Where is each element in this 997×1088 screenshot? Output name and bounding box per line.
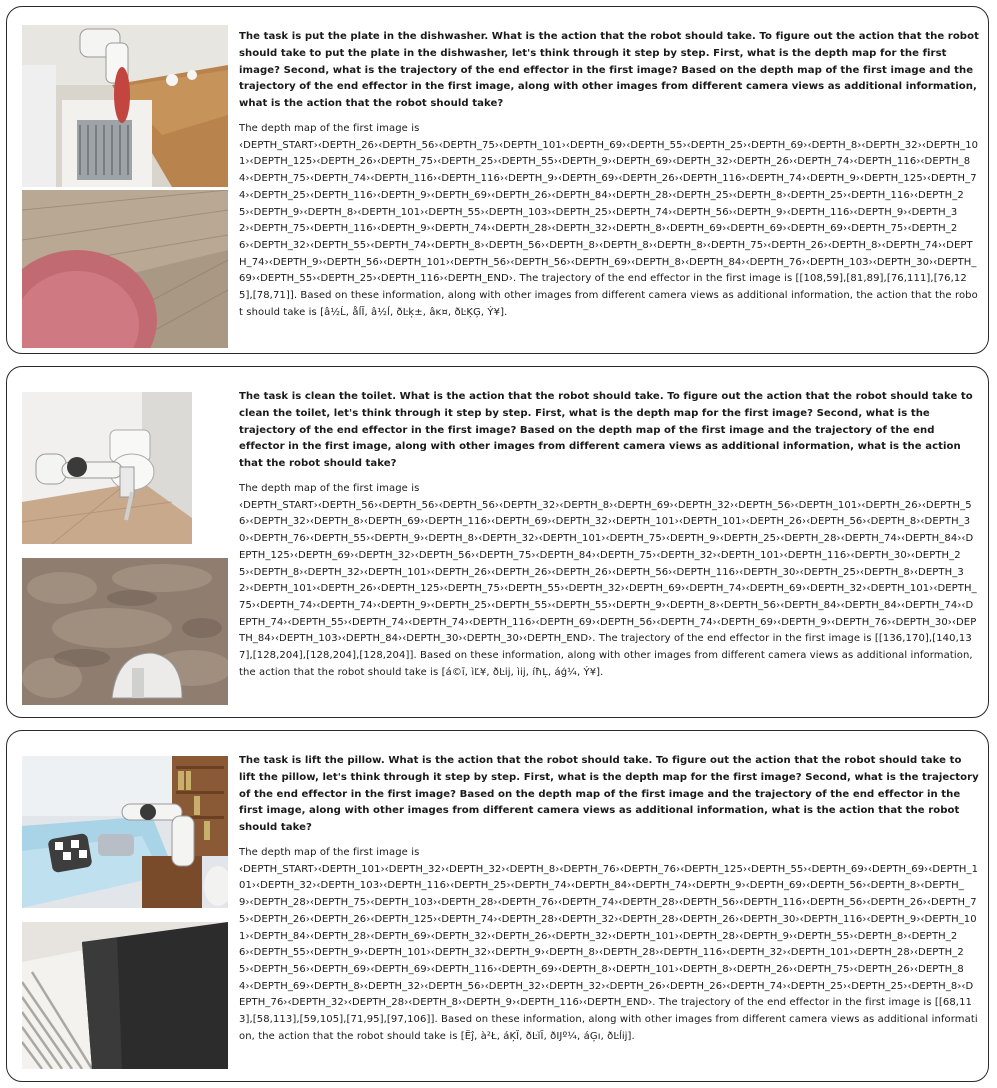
model-answer bbox=[239, 481, 979, 681]
text-column bbox=[239, 389, 979, 681]
wrist-camera-pillow-image bbox=[22, 922, 228, 1069]
model-answer bbox=[239, 845, 979, 1045]
task-question: The task is lift the pillow. What is the action that the robot should take. To figure out the action that the robot should take to lift the pillow, let's think through it step by step. First, what is the depth map for the first image? Second, what is the trajectory of the end effector in the first image? Based on the depth map of the first image and the trajectory of the end effector in the first image, along with other images from different camera views as additional information, what is the action that the robot should take? bbox=[239, 755, 979, 834]
wrist-camera-plate-image bbox=[22, 190, 228, 348]
example-card-toilet bbox=[6, 366, 989, 718]
depth-intro: The depth map of the first image is bbox=[239, 482, 420, 494]
depth-tokens: ‹DEPTH_START›‹DEPTH_26›‹DEPTH_56›‹DEPTH_75›‹DEPTH_101›‹DEPTH_69›‹DEPTH_55›‹DEPTH_25›‹DEPTH_69›‹DEPTH_8›‹DEPTH_32›‹DEPTH_101›‹DEPTH_125›‹DEPTH_26›‹DEPTH_75›‹DEPTH_25›‹DEPTH_55›‹DEPTH_9›‹DEPTH_69›‹DEPTH_32›‹DEPTH_26›‹DEPTH_74›‹DEPTH_116›‹DEPTH_84›‹DEPTH_75›‹DEPTH_74›‹DEPTH_116›‹DEPTH_116›‹DEPTH_9›‹DEPTH_69›‹DEPTH_26›‹DEPTH_116›‹DEPTH_74›‹DEPTH_9›‹DEPTH_125›‹DEPTH_74›‹DEPTH_25›‹DEPTH_116›‹DEPTH_9›‹DEPTH_69›‹DEPTH_26›‹DEPTH_84›‹DEPTH_28›‹DEPTH_25›‹DEPTH_8›‹DEPTH_25›‹DEPTH_116›‹DEPTH_25›‹DEPTH_9›‹DEPTH_8›‹DEPTH_101›‹DEPTH_55›‹DEPTH_103›‹DEPTH_25›‹DEPTH_74›‹DEPTH_56›‹DEPTH_9›‹DEPTH_116›‹DEPTH_9›‹DEPTH_32›‹DEPTH_75›‹DEPTH_116›‹DEPTH_9›‹DEPTH_74›‹DEPTH_28›‹DEPTH_32›‹DEPTH_8›‹DEPTH_69›‹DEPTH_69›‹DEPTH_69›‹DEPTH_75›‹DEPTH_26›‹DEPTH_32›‹DEPTH_55›‹DEPTH_74›‹DEPTH_8›‹DEPTH_56›‹DEPTH_8›‹DEPTH_8›‹DEPTH_8›‹DEPTH_75›‹DEPTH_26›‹DEPTH_8›‹DEPTH_74›‹DEPTH_74›‹DEPTH_9›‹DEPTH_56›‹DEPTH_101›‹DEPTH_56›‹DEPTH_56›‹DEPTH_69›‹DEPTH_8›‹DEPTH_84›‹DEPTH_76›‹DEPTH_103›‹DEPTH_30›‹DEPTH_69›‹DEPTH_55›‹DEPTH_25›‹DEPTH_116›‹DEPTH_END›. bbox=[239, 139, 979, 285]
trajectory-text: The trajectory of the end effector in the first image is [[68,113],[58,113],[59,105],[71,95],[97,106]]. Based on these information, along with other images from different camera views as additional information, the action that the robot should take is [Ëĵ, à²Ł, áĶĬ, ðĿĭĪ, ðIJº¼, áĢı, ðĿĺĳ]. bbox=[239, 997, 978, 1042]
trajectory-text: The trajectory of the end effector in the first image is [[108,59],[81,89],[76,111],[76,125],[78,71]]. Based on these information, along with other images from different camera views as additional information, the action that the robot should take is [â½Ĺ, åĺĬ, â½ĺ, ðĿķ±, âĸ¤, ðĿĶĢ, Ý¥]. bbox=[239, 273, 978, 318]
wrist-camera-floor-image bbox=[22, 558, 228, 705]
text-column bbox=[239, 753, 979, 1045]
robot-bedroom-image bbox=[22, 756, 228, 908]
model-answer bbox=[239, 121, 979, 321]
depth-tokens: ‹DEPTH_START›‹DEPTH_56›‹DEPTH_56›‹DEPTH_56›‹DEPTH_32›‹DEPTH_8›‹DEPTH_69›‹DEPTH_32›‹DEPTH_56›‹DEPTH_101›‹DEPTH_26›‹DEPTH_56›‹DEPTH_32›‹DEPTH_8›‹DEPTH_69›‹DEPTH_116›‹DEPTH_69›‹DEPTH_32›‹DEPTH_101›‹DEPTH_101›‹DEPTH_26›‹DEPTH_56›‹DEPTH_8›‹DEPTH_30›‹DEPTH_76›‹DEPTH_55›‹DEPTH_9›‹DEPTH_8›‹DEPTH_32›‹DEPTH_101›‹DEPTH_75›‹DEPTH_9›‹DEPTH_25›‹DEPTH_28›‹DEPTH_74›‹DEPTH_84›‹DEPTH_125›‹DEPTH_69›‹DEPTH_32›‹DEPTH_56›‹DEPTH_75›‹DEPTH_84›‹DEPTH_75›‹DEPTH_32›‹DEPTH_101›‹DEPTH_116›‹DEPTH_30›‹DEPTH_25›‹DEPTH_8›‹DEPTH_32›‹DEPTH_101›‹DEPTH_26›‹DEPTH_26›‹DEPTH_26›‹DEPTH_56›‹DEPTH_116›‹DEPTH_30›‹DEPTH_25›‹DEPTH_8›‹DEPTH_32›‹DEPTH_101›‹DEPTH_26›‹DEPTH_125›‹DEPTH_75›‹DEPTH_55›‹DEPTH_32›‹DEPTH_69›‹DEPTH_74›‹DEPTH_69›‹DEPTH_32›‹DEPTH_101›‹DEPTH_75›‹DEPTH_74›‹DEPTH_74›‹DEPTH_9›‹DEPTH_25›‹DEPTH_55›‹DEPTH_55›‹DEPTH_9›‹DEPTH_8›‹DEPTH_56›‹DEPTH_84›‹DEPTH_84›‹DEPTH_74›‹DEPTH_74›‹DEPTH_55›‹DEPTH_74›‹DEPTH_74›‹DEPTH_116›‹DEPTH_69›‹DEPTH_56›‹DEPTH_74›‹DEPTH_69›‹DEPTH_9›‹DEPTH_76›‹DEPTH_30›‹DEPTH_84›‹DEPTH_103›‹DEPTH_84›‹DEPTH_30›‹DEPTH_30›‹DEPTH_END›. bbox=[239, 499, 977, 645]
robot-kitchen-image bbox=[22, 25, 228, 187]
example-card-dishwasher bbox=[6, 6, 989, 354]
depth-intro: The depth map of the first image is bbox=[239, 846, 420, 858]
text-column bbox=[239, 29, 979, 321]
depth-tokens: ‹DEPTH_START›‹DEPTH_101›‹DEPTH_32›‹DEPTH_32›‹DEPTH_8›‹DEPTH_76›‹DEPTH_76›‹DEPTH_125›‹DEPTH_55›‹DEPTH_69›‹DEPTH_69›‹DEPTH_101›‹DEPTH_32›‹DEPTH_103›‹DEPTH_116›‹DEPTH_25›‹DEPTH_74›‹DEPTH_84›‹DEPTH_74›‹DEPTH_9›‹DEPTH_69›‹DEPTH_56›‹DEPTH_8›‹DEPTH_9›‹DEPTH_28›‹DEPTH_75›‹DEPTH_103›‹DEPTH_28›‹DEPTH_76›‹DEPTH_74›‹DEPTH_28›‹DEPTH_56›‹DEPTH_116›‹DEPTH_56›‹DEPTH_26›‹DEPTH_75›‹DEPTH_26›‹DEPTH_26›‹DEPTH_125›‹DEPTH_74›‹DEPTH_28›‹DEPTH_32›‹DEPTH_28›‹DEPTH_26›‹DEPTH_30›‹DEPTH_116›‹DEPTH_9›‹DEPTH_101›‹DEPTH_84›‹DEPTH_28›‹DEPTH_69›‹DEPTH_32›‹DEPTH_26›‹DEPTH_32›‹DEPTH_101›‹DEPTH_28›‹DEPTH_9›‹DEPTH_55›‹DEPTH_8›‹DEPTH_26›‹DEPTH_55›‹DEPTH_9›‹DEPTH_101›‹DEPTH_32›‹DEPTH_9›‹DEPTH_8›‹DEPTH_28›‹DEPTH_116›‹DEPTH_32›‹DEPTH_101›‹DEPTH_28›‹DEPTH_25›‹DEPTH_56›‹DEPTH_69›‹DEPTH_69›‹DEPTH_116›‹DEPTH_69›‹DEPTH_8›‹DEPTH_101›‹DEPTH_8›‹DEPTH_26›‹DEPTH_75›‹DEPTH_26›‹DEPTH_84›‹DEPTH_69›‹DEPTH_8›‹DEPTH_32›‹DEPTH_56›‹DEPTH_32›‹DEPTH_32›‹DEPTH_26›‹DEPTH_26›‹DEPTH_74›‹DEPTH_25›‹DEPTH_25›‹DEPTH_8›‹DEPTH_76›‹DEPTH_32›‹DEPTH_28›‹DEPTH_8›‹DEPTH_9›‹DEPTH_116›‹DEPTH_END›. bbox=[239, 863, 979, 1009]
trajectory-text: The trajectory of the end effector in the first image is [[136,170],[140,137],[128,204],[128,204],[128,204]]. Based on these information, along with other images from different camera views as additional information, the action that the robot should take is [á©ī, ìĽ¥, ðĿij, ìij, íħĻ, áģ¼, Ý¥]. bbox=[239, 633, 973, 678]
task-question: The task is put the plate in the dishwasher. What is the action that the robot should take. To figure out the action that the robot should take to put the plate in the dishwasher, let's think through it step by step. First, what is the depth map for the first image? Second, what is the trajectory of the end effector in the first image? Based on the depth map of the first image and the trajectory of the end effector in the first image, along with other images from different camera views as additional information, what is the action that the robot should take? bbox=[239, 31, 979, 110]
task-question: The task is clean the toilet. What is the action that the robot should take. To figure out the action that the robot should take to clean the toilet, let's think through it step by step. First, what is the depth map for the first image? Second, what is the trajectory of the end effector in the first image? Based on the depth map of the first image and the trajectory of the end effector in the first image, along with other images from different camera views as additional information, what is the action that the robot should take? bbox=[239, 391, 973, 470]
depth-intro: The depth map of the first image is bbox=[239, 122, 420, 134]
robot-bathroom-image bbox=[22, 392, 228, 544]
example-card-pillow bbox=[6, 730, 989, 1082]
